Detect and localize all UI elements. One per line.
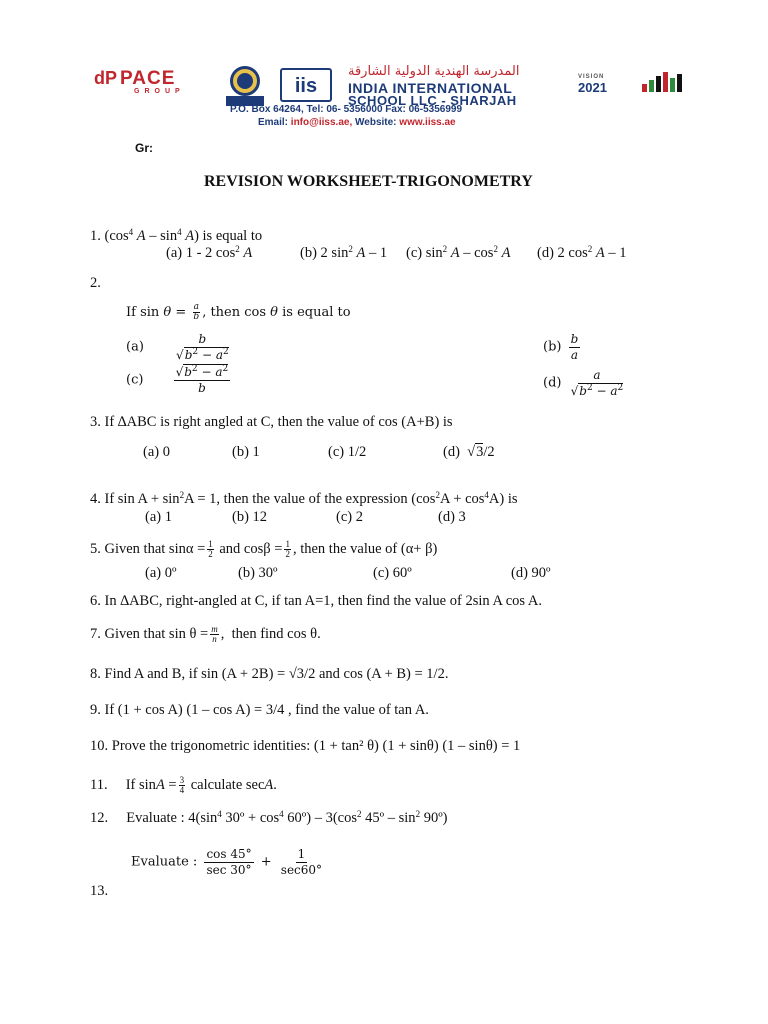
the-emirates-logo-icon <box>642 68 688 92</box>
q2-option-a: (a) $\frac{b}{√b^2 - a^2}$ <box>126 332 229 362</box>
question-9: 9. If (1 + cos A) (1 – cos A) = 3/4 , find the value of tan A. <box>90 702 429 718</box>
worksheet-title: REVISION WORKSHEET-TRIGONOMETRY <box>204 173 533 190</box>
question-3: 3. If ∆ABC is right angled at C, then the value of cos (A+B) is <box>90 414 453 430</box>
school-address: P.O. Box 64264, Tel: 06- 5356000 Fax: 06-5356999 <box>230 104 463 115</box>
iis-logo: iis <box>280 68 332 102</box>
school-header <box>90 62 690 128</box>
q2-option-c: (c) $\frac{√b^2 - a^2}{b}$ <box>126 364 229 395</box>
school-contact: Email: info@iiss.ae, Website: www.iiss.ae <box>258 117 456 128</box>
question-6: 6. In ∆ABC, right-angled at C, if tan A=1, then find the value of 2sin A cos A. <box>90 593 542 609</box>
q5-option-b: (b) 30º <box>238 565 278 581</box>
q5-option-c: (c) 60º <box>373 565 412 581</box>
question-7: 7. Given that sin θ = $\frac{m}{n}$ , then find cos θ. <box>90 624 321 644</box>
question-10: 10. Prove the trigonometric identities: (1 + tan² θ) (1 + sinθ) (1 – sinθ) = 1 <box>90 738 521 754</box>
question-13: 13. <box>90 883 109 899</box>
question-5: 5. Given that sinα = $\frac{1}{2}$ and cosβ = $\frac{1}{2}$ , then the value of (α+ β) <box>90 539 438 559</box>
seal-center-icon <box>237 73 253 89</box>
q4-option-b: (b) 12 <box>232 509 268 525</box>
grade-label: Gr: <box>135 141 153 155</box>
question-11: 11. If sinA = $\frac{3}{4}$ calculate secA. <box>90 775 277 795</box>
q3-option-d: (d) √3/2 <box>443 444 495 460</box>
school-name-line1: INDIA INTERNATIONAL <box>348 80 513 96</box>
q4-option-c: (c) 2 <box>336 509 363 525</box>
question-2-number: 2. <box>90 275 101 291</box>
question-12-expression: Evaluate : cos 45° sec 30° + 1 sec60° <box>131 847 323 877</box>
question-4: 4. If $\sin A + \sin^2A = 1$, then the value of the expression $(\cos^2A + \cos^4A)$ is <box>90 490 518 507</box>
q5-option-a: (a) 0º <box>145 565 177 581</box>
vision-2021-logo: VISION 2021 <box>578 74 607 95</box>
pace-group-logo: dP PACE GROUP <box>94 68 185 95</box>
q4-option-d: (d) 3 <box>438 509 466 525</box>
question-8: 8. Find A and B, if sin (A + 2B) = √3/2 and cos (A + B) = 1/2. <box>90 666 449 682</box>
email-link[interactable]: info@iiss.ae, <box>290 117 353 128</box>
question-1: 1. ($\cos^4$ A – $\sin^4 A$) is equal to <box>90 227 263 244</box>
website-link[interactable]: www.iiss.ae <box>399 117 456 128</box>
question-12: 12. Evaluate : $4(\sin^4$ 30º + $\cos^4$ 60º) – $3(\cos^2$ 45º – $\sin^2$ 90º) <box>90 809 448 826</box>
school-name-arabic: المدرسة الهندية الدولية الشارقة <box>348 64 520 79</box>
q2-option-b: (b) $\frac{b}{a}$ <box>543 332 579 362</box>
school-name-line2: SCHOOL LLC - SHARJAH <box>348 93 517 108</box>
q3-option-b: (b) 1 <box>232 444 260 460</box>
q1-option-c: (c) $\sin^2 A - \cos^2 A$ <box>406 244 511 261</box>
question-2-stem: If sin θ = $\frac{a}{b}$ , then cos θ is equal to <box>126 302 351 322</box>
q1-option-b: (b) 2 $\sin^2 A - 1$ <box>300 244 388 261</box>
q1-option-d: (d) 2 $\cos^2 A - 1$ <box>537 244 627 261</box>
q4-option-a: (a) 1 <box>145 509 172 525</box>
q3-option-c: (c) 1/2 <box>328 444 367 460</box>
q3-option-a: (a) 0 <box>143 444 170 460</box>
q1-option-a: (a) 1 - 2 $\cos^2 A$ <box>166 244 253 261</box>
pace-mark-icon: dP <box>94 68 118 88</box>
q2-option-d: (d) $\frac{a}{√b^2 - a^2}$ <box>543 368 624 398</box>
q5-option-d: (d) 90º <box>511 565 551 581</box>
